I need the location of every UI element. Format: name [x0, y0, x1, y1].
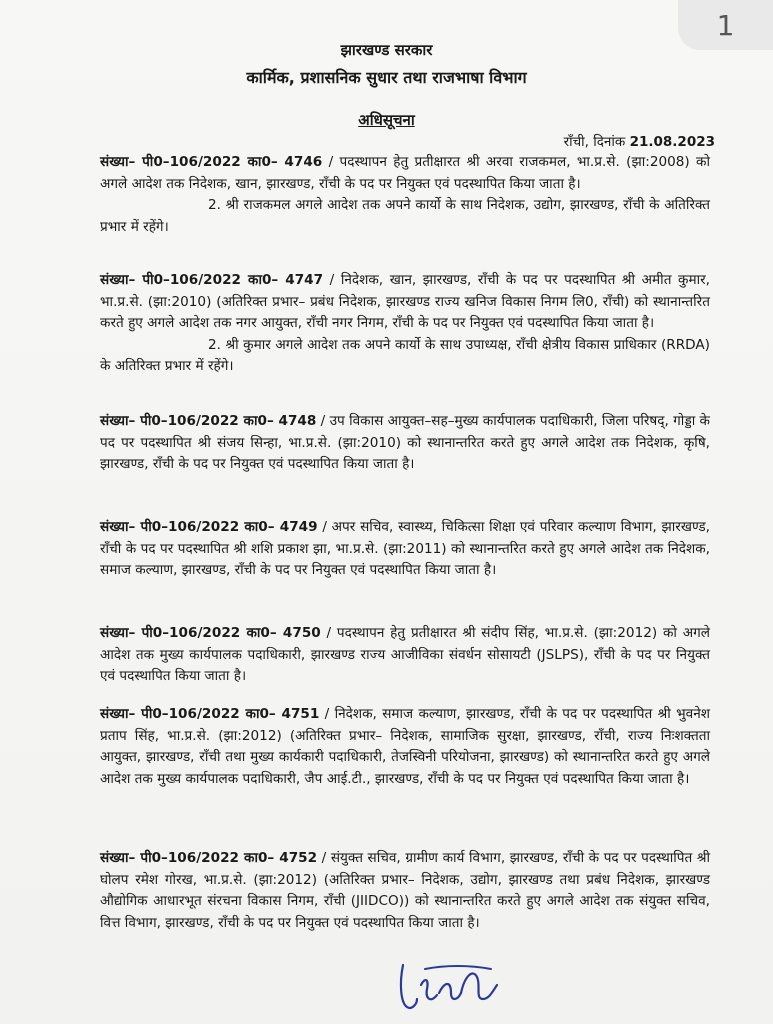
order-paragraph [100, 270, 710, 335]
notification-title: अधिसूचना [358, 111, 415, 129]
order-4752 [100, 848, 710, 934]
order-paragraph [100, 848, 710, 934]
order-text: / पदस्थापन हेतु प्रतीक्षारत श्री संदीप सिंह, भा.प्र.से. (झा:2012) को अगले आदेश तक मुख्य कार्यपालक पदाधिकारी, झारखण्ड राज्य आजीविका संवर्धन सोसायटी (JSLPS), राँची के पद पर नियुक्त एवं पदस्थापित किया जाता है। [100, 625, 711, 684]
place-label: राँची, दिनांक [563, 134, 626, 150]
order-number: संख्या– पी0–106/2022 का0– 4747 [100, 272, 324, 288]
order-number: संख्या– पी0–106/2022 का0– 4752 [100, 850, 318, 866]
order-paragraph [100, 704, 710, 790]
order-4750 [100, 623, 710, 688]
order-paragraph [100, 411, 710, 476]
signature-mark [395, 955, 505, 1015]
order-number: संख्या– पी0–106/2022 का0– 4751 [100, 706, 320, 722]
order-text: / उप विकास आयुक्त–सह–मुख्य कार्यपालक पदाधिकारी, जिला परिषद्, गोड्डा के पद पर पदस्थापित श्री संजय सिन्हा, भा.प्र.से. (झा:2010) को स्थानान्तरित करते हुए अगले आदेश तक निदेशक, कृषि, झारखण्ड, राँची के पद पर नियुक्त एवं पदस्थापित किया जाता है। [100, 413, 710, 472]
order-number: संख्या– पी0–106/2022 का0– 4748 [100, 413, 317, 429]
department-header: कार्मिक, प्रशासनिक सुधार तथा राजभाषा विभाग [246, 68, 527, 87]
order-paragraph [100, 623, 710, 688]
order-number: संख्या– पी0–106/2022 का0– 4750 [100, 625, 321, 641]
order-text: / अपर सचिव, स्वास्थ्य, चिकित्सा शिक्षा एवं परिवार कल्याण विभाग, झारखण्ड, राँची के पद पर पदस्थापित श्री शशि प्रकाश झा, भा.प्र.से. (झा:2011) को स्थानान्तरित करते हुए अगले आदेश तक निदेशक, समाज कल्याण, झारखण्ड, राँची के पद पर नियुक्त एवं पदस्थापित किया जाता है। [100, 519, 711, 578]
order-paragraph [100, 517, 710, 582]
order-4746 [100, 152, 710, 238]
order-text: / निदेशक, समाज कल्याण, झारखण्ड, राँची के पद पर पदस्थापित श्री भुवनेश प्रताप सिंह, भा.प्र.से. (झा:2012) (अतिरिक्त प्रभार– निदेशक, सामाजिक सुरक्षा, झारखण्ड, राँची, राज्य निःशक्तता आयुक्त, झारखण्ड, राँची तथा मुख्य कार्यकारी पदाधिकारी, तेजस्विनी परियोजना, झारखण्ड) को स्थानान्तरित करते हुए अगले आदेश तक मुख्य कार्यपालक पदाधिकारी, जैप आई.टी., झारखण्ड, राँची के पद पर नियुक्त एवं पदस्थापित किया जाता है। [100, 706, 711, 787]
order-4751 [100, 704, 710, 790]
place-date [564, 132, 715, 150]
order-paragraph [100, 152, 710, 195]
order-subpoint: 2. श्री कुमार अगले आदेश तक अपने कार्यो के साथ उपाध्यक्ष, राँची क्षेत्रीय विकास प्राधिकार (RRDA) के अतिरिक्त प्रभार में रहेंगे। [100, 336, 710, 374]
order-number: संख्या– पी0–106/2022 का0– 4749 [100, 519, 318, 535]
order-text: / संयुक्त सचिव, ग्रामीण कार्य विभाग, झारखण्ड, राँची के पद पर पदस्थापित श्री घोलप रमेश गोरख, भा.प्र.से. (झा:2012) (अतिरिक्त प्रभार– निदेशक, उद्योग, झारखण्ड तथा प्रबंध निदेशक, झारखण्ड औद्योगिक आधारभूत संरचना विकास निगम, राँची (JIIDCO)) को स्थानान्तरित करते हुए अगले आदेश तक संयुक्त सचिव, वित्त विभाग, झारखण्ड, राँची के पद पर नियुक्त एवं पदस्थापित किया जाता है। [100, 850, 710, 931]
order-text: / पदस्थापन हेतु प्रतीक्षारत श्री अरवा राजकमल, भा.प्र.से. (झा:2008) को अगले आदेश तक निदेशक, खान, झारखण्ड, राँची के पद पर नियुक्त एवं पदस्थापित किया जाता है। [100, 154, 711, 192]
order-number: संख्या– पी0–106/2022 का0– 4746 [100, 154, 323, 170]
government-header: झारखण्ड सरकार [340, 41, 433, 59]
page-number-badge: 1 [678, 0, 773, 50]
order-4748 [100, 411, 710, 476]
notification-date: 21.08.2023 [629, 134, 715, 150]
order-text: / निदेशक, खान, झारखण्ड, राँची के पद पर पदस्थापित श्री अमीत कुमार, भा.प्र.से. (झा:2010) (अतिरिक्त प्रभार– प्रबंध निदेशक, झारखण्ड राज्य खनिज विकास निगम लि0, राँची) को स्थानान्तरित करते हुए अगले आदेश तक नगर आयुक्त, राँची नगर निगम, राँची के पद पर नियुक्त एवं पदस्थापित किया जाता है। [100, 272, 711, 331]
order-4749 [100, 517, 710, 582]
order-4747 [100, 270, 710, 378]
order-subpoint: 2. श्री राजकमल अगले आदेश तक अपने कार्यो के साथ निदेशक, उद्योग, झारखण्ड, राँची के अतिरिक्त प्रभार में रहेंगे। [100, 197, 710, 235]
